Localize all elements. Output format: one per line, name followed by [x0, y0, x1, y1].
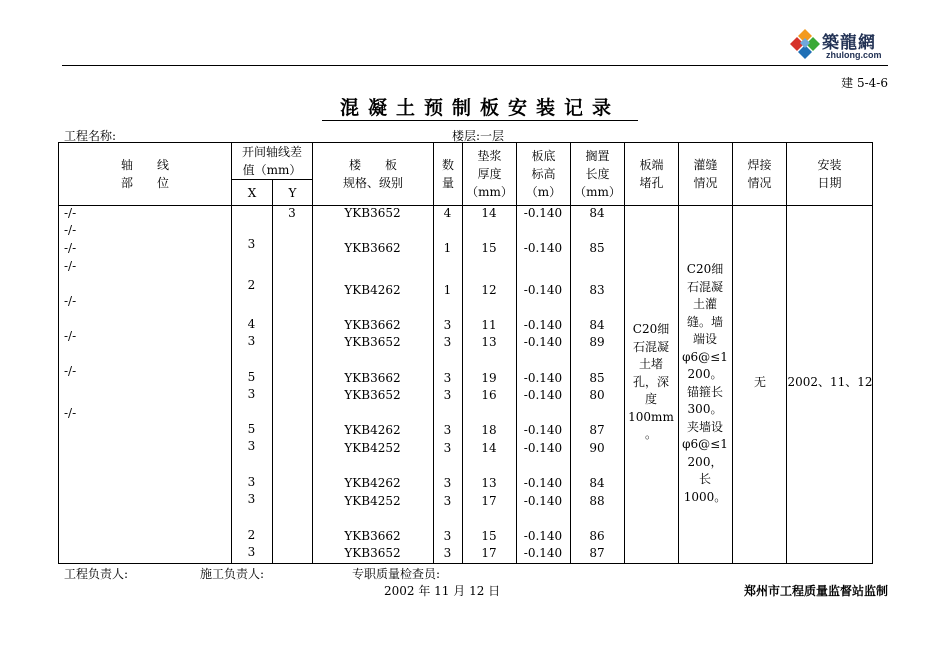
x-offset-value: 5: [247, 422, 256, 436]
header-bottom-elevation: 板底 标高 （m）: [517, 143, 571, 206]
slab-spec: YKB3662: [344, 371, 401, 385]
end-plug-line: 度: [644, 392, 657, 406]
bottom-elevation: -0.140: [523, 388, 563, 402]
slab-qty: 3: [443, 423, 452, 437]
grout-line: 200。: [687, 367, 723, 381]
slab-qty: 3: [443, 318, 452, 332]
header-y: Y: [273, 180, 313, 206]
sign-date: 2002 年 11 月 12 日: [384, 584, 501, 598]
bottom-elevation: -0.140: [523, 318, 563, 332]
slab-qty: 3: [443, 494, 452, 508]
header-x: X: [232, 180, 273, 206]
grout-line: φ6@≤1: [682, 437, 728, 451]
x-offset-value: 3: [247, 492, 256, 506]
mortar-thickness: 18: [481, 423, 497, 437]
document-code: 建 5-4-6: [841, 76, 888, 90]
slab-spec: YKB3662: [344, 529, 401, 543]
axis-row: -/-: [64, 406, 77, 420]
bottom-elevation: -0.140: [523, 206, 563, 220]
weld-status: 无: [753, 375, 766, 389]
x-offset-value: 2: [247, 278, 256, 292]
bottom-elevation: -0.140: [523, 441, 563, 455]
construction-manager-label: 施工负责人:: [200, 567, 265, 581]
header-offset: 开间轴线差 值（mm）: [232, 143, 313, 180]
end-plug-line: 石混凝: [632, 339, 669, 354]
grout-line: 缝。墙: [686, 314, 723, 329]
bottom-elevation: -0.140: [523, 335, 563, 349]
project-name-label: 工程名称:: [64, 129, 117, 143]
end-plug-line: 孔，深: [632, 374, 669, 389]
mortar-thickness: 11: [481, 318, 497, 332]
grout-line: 200，: [687, 454, 723, 469]
quality-inspector-label: 专职质量检查员:: [352, 567, 441, 581]
slab-spec: YKB4252: [344, 494, 401, 508]
mortar-thickness: 13: [481, 476, 497, 490]
logo-name: 築龍網: [822, 33, 876, 53]
x-offset-value: 5: [247, 370, 256, 384]
slab-qty: 3: [443, 388, 452, 402]
slab-spec: YKB3662: [344, 241, 401, 255]
axis-row: -/-: [64, 223, 77, 237]
axis-row: -/-: [64, 259, 77, 273]
bottom-elevation: -0.140: [523, 283, 563, 297]
project-manager-label: 工程负责人:: [64, 567, 129, 581]
mortar-thickness: 15: [481, 241, 497, 255]
rest-length: 90: [589, 441, 605, 455]
end-plug-line: C20细: [632, 322, 670, 336]
rest-length: 87: [589, 423, 605, 437]
end-plug-line: 100mm: [628, 409, 674, 424]
x-offset-value: 3: [247, 545, 256, 559]
header-grout: 灌缝 情况: [679, 143, 733, 206]
x-offset-value: 3: [247, 237, 256, 251]
rest-length: 85: [589, 241, 605, 255]
mortar-thickness: 15: [481, 529, 497, 543]
header-rule: [62, 65, 888, 66]
bottom-elevation: -0.140: [523, 529, 563, 543]
zhulong-logo: [788, 27, 888, 67]
slab-qty: 1: [443, 283, 452, 297]
header-mortar: 垫浆 厚度 （mm）: [463, 143, 517, 206]
rest-length: 84: [589, 476, 605, 490]
grout-line: 土灌: [692, 297, 717, 311]
floor-label: 楼层:一层: [452, 129, 505, 143]
slab-qty: 3: [443, 546, 452, 560]
x-offset-value: 3: [247, 475, 256, 489]
bottom-elevation: -0.140: [523, 371, 563, 385]
logo-domain: zhulong.com: [826, 50, 882, 60]
x-offset-value: 3: [247, 439, 256, 453]
bottom-elevation: -0.140: [523, 241, 563, 255]
slab-spec: YKB3662: [344, 318, 401, 332]
header-rest-length: 搁置 长度 （mm）: [571, 143, 625, 206]
slab-qty: 3: [443, 371, 452, 385]
mortar-thickness: 14: [481, 206, 497, 220]
grout-line: φ6@≤1: [682, 349, 728, 364]
mortar-thickness: 17: [481, 546, 497, 560]
bottom-elevation: -0.140: [523, 546, 563, 560]
slab-spec: YKB3652: [344, 388, 401, 402]
slab-qty: 3: [443, 476, 452, 490]
document-title: 混凝土预制板安装记录: [322, 96, 638, 121]
slab-spec: YKB4262: [344, 476, 401, 490]
y-offset-value: 3: [288, 206, 296, 220]
header-install-date: 安装 日期: [787, 143, 873, 206]
supervisor-issuer: 郑州市工程质量监督站监制: [743, 584, 888, 598]
end-plug-line: 。: [644, 427, 657, 441]
rest-length: 89: [589, 335, 605, 349]
slab-qty: 1: [443, 241, 452, 255]
header-slab: 楼 板 规格、级别: [313, 143, 434, 206]
mortar-thickness: 19: [481, 371, 497, 385]
header-axis: 轴 线 部 位: [59, 143, 232, 206]
rest-length: 84: [589, 318, 605, 332]
x-offset-value: 3: [247, 334, 256, 348]
logo-mark-icon: [788, 27, 822, 63]
slab-spec: YKB4252: [344, 441, 401, 455]
rest-length: 80: [589, 388, 605, 402]
rest-length: 86: [589, 529, 605, 543]
mortar-thickness: 17: [481, 494, 497, 508]
grout-line: 长: [698, 472, 711, 486]
rest-length: 84: [589, 206, 605, 220]
bottom-elevation: -0.140: [523, 494, 563, 508]
rest-length: 85: [589, 371, 605, 385]
slab-spec: YKB3652: [344, 546, 401, 560]
mortar-thickness: 12: [481, 283, 497, 297]
slab-qty: 3: [443, 441, 452, 455]
grout-line: 端设: [692, 332, 717, 346]
rest-length: 83: [589, 283, 605, 297]
body-y-cell: [273, 206, 313, 564]
mortar-thickness: 16: [481, 388, 497, 402]
axis-row: -/-: [64, 364, 77, 378]
mortar-thickness: 14: [481, 441, 497, 455]
header-qty: 数 量: [434, 143, 463, 206]
axis-row: -/-: [64, 206, 77, 220]
slab-spec: YKB3652: [344, 206, 401, 220]
x-offset-value: 2: [247, 528, 256, 542]
slab-spec: YKB4262: [344, 283, 401, 297]
rest-length: 87: [589, 546, 605, 560]
slab-qty: 3: [443, 335, 452, 349]
install-date: 2002、11、12: [787, 375, 873, 389]
grout-line: 300。: [687, 402, 723, 416]
axis-row: -/-: [64, 241, 77, 255]
grout-line: C20细: [686, 262, 724, 276]
grout-line: 锚箍长: [686, 384, 723, 399]
slab-qty: 3: [443, 529, 452, 543]
mortar-thickness: 13: [481, 335, 497, 349]
slab-qty: 4: [443, 206, 452, 220]
grout-line: 夹墙设: [686, 419, 723, 434]
rest-length: 88: [589, 494, 605, 508]
x-offset-value: 3: [247, 387, 256, 401]
grout-line: 1000。: [683, 489, 727, 504]
bottom-elevation: -0.140: [523, 476, 563, 490]
axis-row: -/-: [64, 294, 77, 308]
x-offset-value: 4: [247, 317, 256, 331]
header-end-plug: 板端 堵孔: [625, 143, 679, 206]
slab-spec: YKB4262: [344, 423, 401, 437]
bottom-elevation: -0.140: [523, 423, 563, 437]
end-plug-line: 土堵: [638, 357, 663, 371]
axis-row: -/-: [64, 329, 77, 343]
slab-spec: YKB3652: [344, 335, 401, 349]
grout-line: 石混凝: [686, 279, 723, 294]
header-weld: 焊接 情况: [733, 143, 787, 206]
